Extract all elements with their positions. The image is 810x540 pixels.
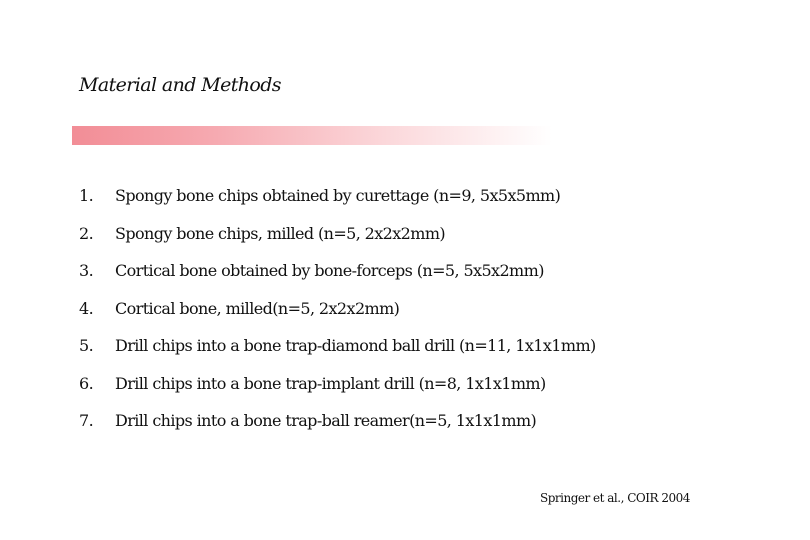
list-item-text: Drill chips into a bone trap-implant drill (n=8, 1x1x1mm) [115,373,546,393]
list-item-text: Drill chips into a bone trap-diamond ball drill (n=11, 1x1x1mm) [115,336,596,355]
list-item-number: 1. [79,186,94,205]
list-item-number: 5. [79,336,94,355]
list-item-number: 6. [79,373,94,393]
list-item-text: Cortical bone obtained by bone-forceps (n=5, 5x5x2mm) [115,261,544,280]
list-item-number: 4. [79,298,94,318]
list-item-number: 7. [79,411,94,430]
slide-title: Material and Methods [79,74,281,96]
list-item-text: Spongy bone chips obtained by curettage (n=9, 5x5x5mm) [115,186,561,205]
title-gradient-bar [72,126,552,145]
citation: Springer et al., COIR 2004 [540,491,690,505]
list-item-number: 2. [79,223,94,243]
list-item-text: Spongy bone chips, milled (n=5, 2x2x2mm) [115,223,446,243]
list-item-text: Drill chips into a bone trap-ball reamer(n=5, 1x1x1mm) [115,411,537,430]
list-item-number: 3. [79,261,94,280]
list-item-text: Cortical bone, milled(n=5, 2x2x2mm) [115,298,400,318]
